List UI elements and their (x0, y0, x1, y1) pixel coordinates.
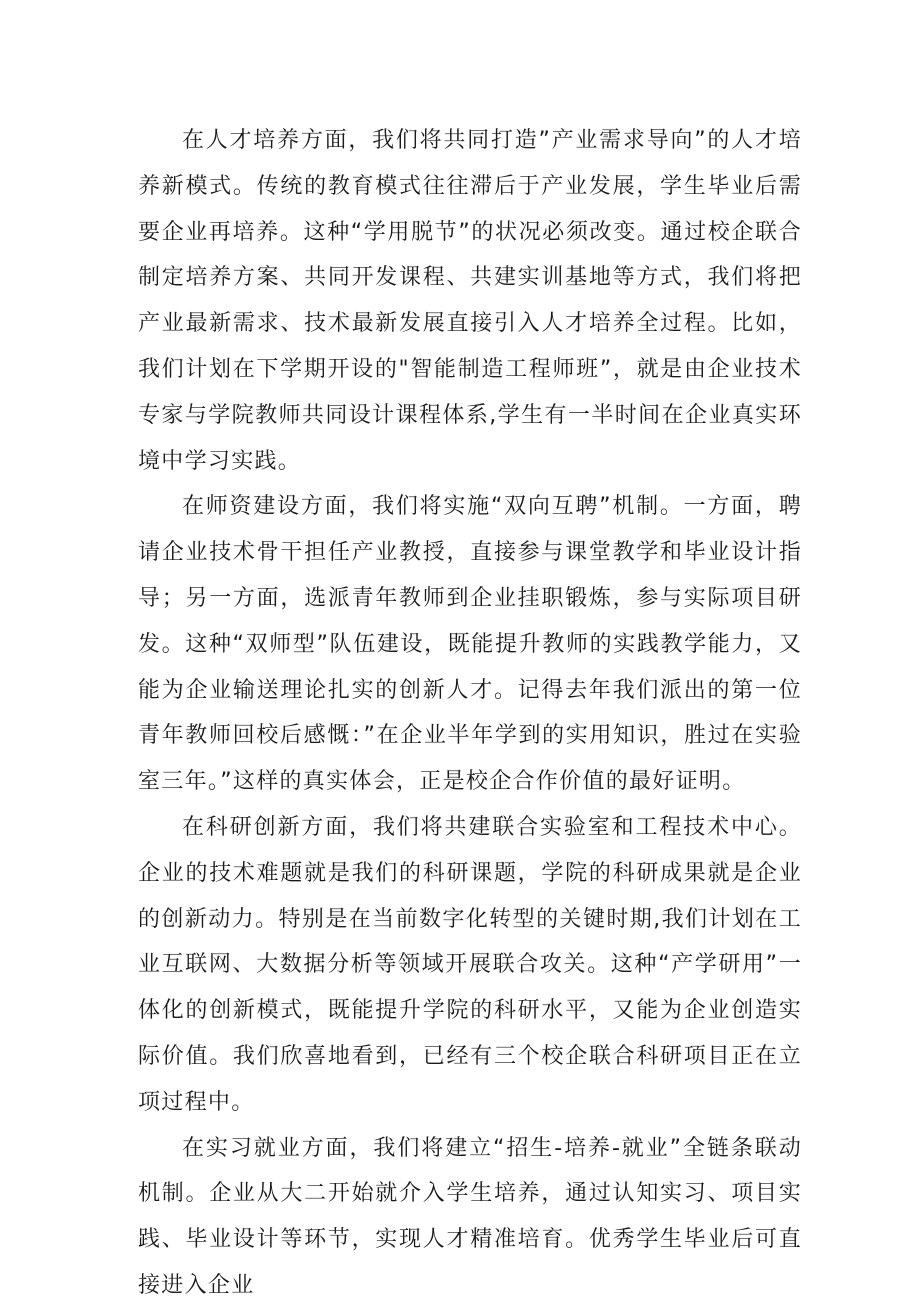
paragraph-faculty-building: 在师资建设方面，我们将实施“双向互聘”机制。一方面，聘请企业技术骨干担任产业教授，直接参与课堂教学和毕业设计指导；另一方面，选派青年教师到企业挂职锻炼，参与实际项目研发。这种“双师型”队伍建设，既能提升教师的实践教学能力，又能为企业输送理论扎实的创新人才。记得去年我们派出的第一位青年教师回校后感慨：”在企业半年学到的实用知识，胜过在实验室三年。”这样的真实体会，正是校企合作价值的最好证明。 (138, 494, 802, 795)
paragraph-research-innovation: 在科研创新方面，我们将共建联合实验室和工程技术中心。企业的技术难题就是我们的科研课题，学院的科研成果就是企业的创新动力。特别是在当前数字化转型的关键时期,我们计划在工业互联网、大数据分析等领域开展联合攻关。这种“产学研用”一体化的创新模式，既能提升学院的科研水平，又能为企业创造实际价值。我们欣喜地看到，已经有三个校企联合科研项目正在立项过程中。 (138, 814, 802, 1115)
document-body (138, 118, 802, 1309)
paragraph-talent-training: 在人才培养方面，我们将共同打造”产业需求导向”的人才培养新模式。传统的教育模式往往滞后于产业发展，学生毕业后需要企业再培养。这种“学用脱节”的状况必须改变。通过校企联合制定培养方案、共同开发课程、共建实训基地等方式，我们将把产业最新需求、技术最新发展直接引入人才培养全过程。比如，我们计划在下学期开设的"智能制造工程师班”，就是由企业技术专家与学院教师共同设计课程体系,学生有一半时间在企业真实环境中学习实践。 (138, 128, 802, 474)
paragraph-internship-employment: 在实习就业方面，我们将建立“招生-培养-就业”全链条联动机制。企业从大二开始就介入学生培养，通过认知实习、项目实践、毕业设计等环节，实现人才精准培育。优秀学生毕业后可直接进入企业 (138, 1135, 802, 1298)
